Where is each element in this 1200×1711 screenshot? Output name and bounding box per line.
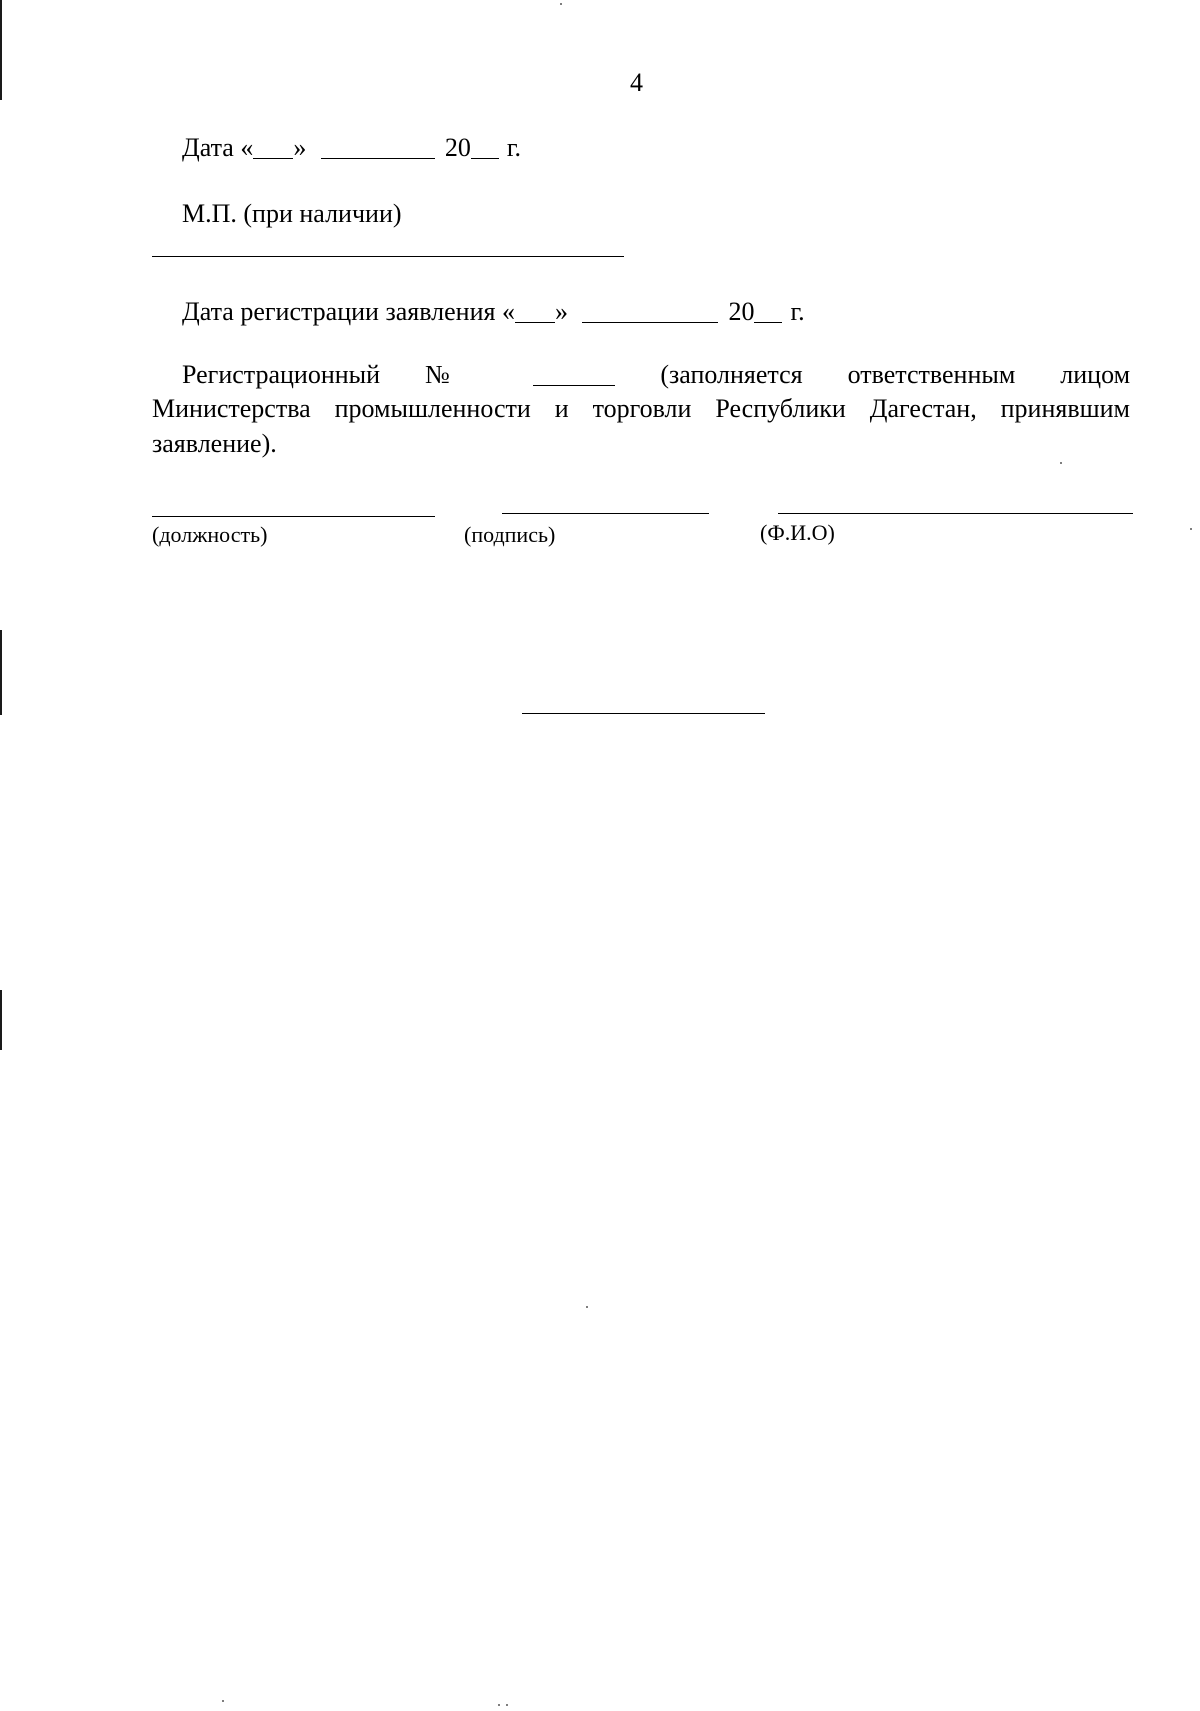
scan-edge-mark xyxy=(0,0,2,100)
registration-date-line xyxy=(182,296,805,329)
registration-number-first-line xyxy=(152,358,1130,392)
registration-year-prefix: 20 xyxy=(728,297,755,326)
registration-year-blank xyxy=(754,296,782,323)
registration-month-blank xyxy=(582,296,718,323)
fio-signature-line xyxy=(778,513,1133,514)
month-blank xyxy=(321,132,435,159)
registration-date-prefix: Дата регистрации заявления « xyxy=(182,297,515,326)
position-signature-line xyxy=(152,516,435,517)
fio-label: (Ф.И.О) xyxy=(760,520,835,545)
registration-number-paragraph xyxy=(152,358,1130,461)
registration-date-close-quote: » xyxy=(554,297,568,326)
registration-note-rest: Министерства промышленности и торговли Республики Дагестан, принявшим заявление). xyxy=(152,394,1130,458)
scan-edge-mark xyxy=(0,990,2,1050)
registration-day-blank xyxy=(515,296,555,323)
position-label: (должность) xyxy=(152,522,268,547)
end-of-document-rule xyxy=(522,713,765,714)
seal-line: М.П. (при наличии) xyxy=(182,199,402,228)
registration-number-blank xyxy=(533,359,615,386)
scan-speck xyxy=(1060,462,1062,464)
year-blank xyxy=(471,132,499,159)
day-blank xyxy=(253,132,293,159)
registration-year-suffix: г. xyxy=(790,297,805,326)
date-close-quote: » xyxy=(293,133,307,162)
scan-speck xyxy=(222,1700,224,1702)
number-sign: № xyxy=(425,360,489,389)
page-number: 4 xyxy=(630,68,643,97)
scan-speck xyxy=(1190,528,1192,530)
year-prefix: 20 xyxy=(444,133,471,162)
scan-edge-mark xyxy=(0,630,2,715)
registration-note-first-line: (заполняется ответственным лицом xyxy=(660,360,1131,389)
year-suffix: г. xyxy=(506,133,522,162)
scan-speck xyxy=(586,1306,588,1308)
date-line xyxy=(182,132,521,165)
date-prefix: Дата « xyxy=(182,133,254,162)
scan-speck xyxy=(560,3,562,5)
seal-underline xyxy=(152,256,624,257)
scan-speck xyxy=(498,1704,500,1706)
scan-speck xyxy=(506,1704,508,1706)
registration-number-label: Регистрационный xyxy=(182,360,381,389)
signature-line xyxy=(502,513,709,514)
signature-label: (подпись) xyxy=(464,522,556,547)
